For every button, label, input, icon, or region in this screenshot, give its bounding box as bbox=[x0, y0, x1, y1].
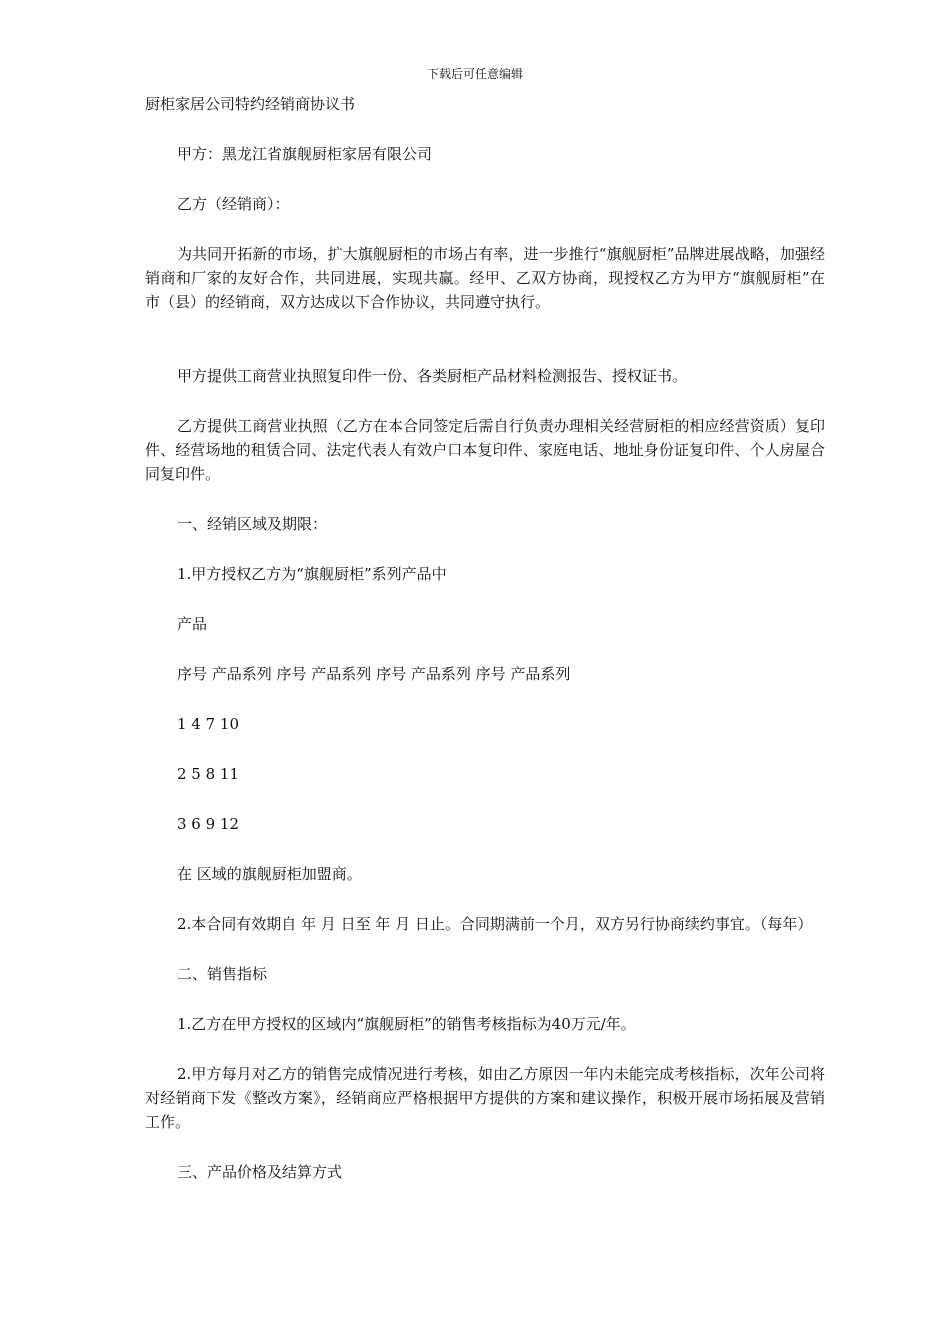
clause-1-1: 1.甲方授权乙方为“旗舰厨柜”系列产品中 bbox=[177, 565, 447, 583]
clause-1-2: 2.本合同有效期自 年 月 日至 年 月 日止。合同期满前一个月，双方另行协商续约事宜。（每年） bbox=[177, 915, 813, 933]
party-a-line: 甲方：黑龙江省旗舰厨柜家居有限公司 bbox=[177, 145, 433, 163]
product-table-row: 2 5 8 11 bbox=[177, 765, 240, 783]
product-table-row: 1 4 7 10 bbox=[177, 715, 240, 733]
product-table-header: 序号 产品系列 序号 产品系列 序号 产品系列 序号 产品系列 bbox=[177, 665, 571, 683]
clause-2-2: 2.甲方每月对乙方的销售完成情况进行考核，如由乙方原因一年内未能完成考核指标，次年公司将对经销商下发《整改方案》，经销商应严格根据甲方提供的方案和建议操作，积极开展市场拓展及营销工作。 bbox=[145, 1065, 825, 1131]
section-heading-1: 一、经销区域及期限： bbox=[177, 515, 328, 533]
clause-2-1: 1.乙方在甲方授权的区域内“旗舰厨柜”的销售考核指标为40万元/年。 bbox=[177, 1015, 636, 1033]
document-body bbox=[145, 92, 825, 1210]
header-note: 下载后可任意编辑 bbox=[426, 67, 523, 81]
party-b-documents: 乙方提供工商营业执照（乙方在本合同签定后需自行负责办理相关经营厨柜的相应经营资质）复印件、经营场地的租赁合同、法定代表人有效户口本复印件、家庭电话、地址身份证复印件、个人房屋合同复印件。 bbox=[145, 417, 825, 483]
section-heading-3: 三、产品价格及结算方式 bbox=[177, 1163, 343, 1181]
region-line: 在 区域的旗舰厨柜加盟商。 bbox=[177, 865, 362, 883]
section-heading-2: 二、销售指标 bbox=[177, 965, 268, 983]
party-b-line: 乙方（经销商）： bbox=[177, 195, 290, 213]
party-a-documents: 甲方提供工商营业执照复印件一份、各类厨柜产品材料检测报告、授权证书。 bbox=[177, 367, 688, 385]
intro-paragraph: 为共同开拓新的市场，扩大旗舰厨柜的市场占有率，进一步推行“旗舰厨柜”品牌进展战略，加强经销商和厂家的友好合作，共同进展，实现共赢。经甲、乙双方协商，现授权乙方为甲方“旗舰厨柜”在 市（县）的经销商，双方达成以下合作协议，共同遵守执行。 bbox=[145, 245, 825, 311]
product-table-row: 3 6 9 12 bbox=[177, 815, 240, 833]
product-label: 产品 bbox=[177, 615, 208, 633]
document-title: 厨柜家居公司特约经销商协议书 bbox=[145, 95, 356, 113]
